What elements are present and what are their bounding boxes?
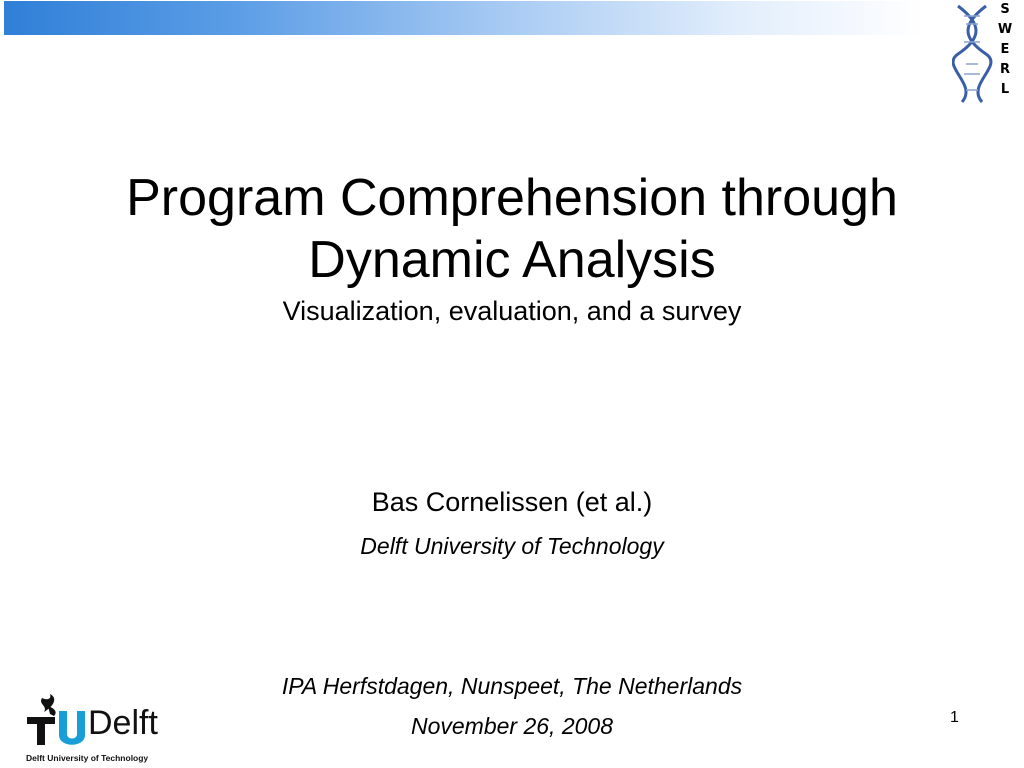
- slide-title: [40, 167, 984, 291]
- tudelft-caption: Delft University of Technology: [26, 753, 149, 763]
- header-gradient-bar: [4, 1, 924, 35]
- slide-number: 1: [950, 709, 959, 726]
- event-venue: IPA Herfstdagen, Nunspeet, The Netherlands: [281, 673, 743, 699]
- slide-subtitle: Visualization, evaluation, and a survey: [282, 296, 742, 326]
- title-line-2: Dynamic Analysis: [308, 231, 716, 289]
- swerl-letter-s: S: [1000, 2, 1010, 17]
- swerl-letter-r: R: [999, 62, 1010, 77]
- title-line-1: Program Comprehension through: [126, 169, 898, 227]
- swerl-letter-w: W: [997, 22, 1013, 37]
- tudelft-wordmark: Delft: [88, 704, 158, 742]
- author-name: Bas Cornelissen (et al.): [371, 487, 653, 517]
- title-block: [40, 167, 984, 328]
- swerl-letter-l: L: [1000, 82, 1010, 97]
- author-affiliation: Delft University of Technology: [360, 533, 664, 559]
- event-date: November 26, 2008: [410, 713, 613, 739]
- swerl-letters: [994, 2, 1016, 98]
- swerl-letter-e: E: [1000, 42, 1010, 57]
